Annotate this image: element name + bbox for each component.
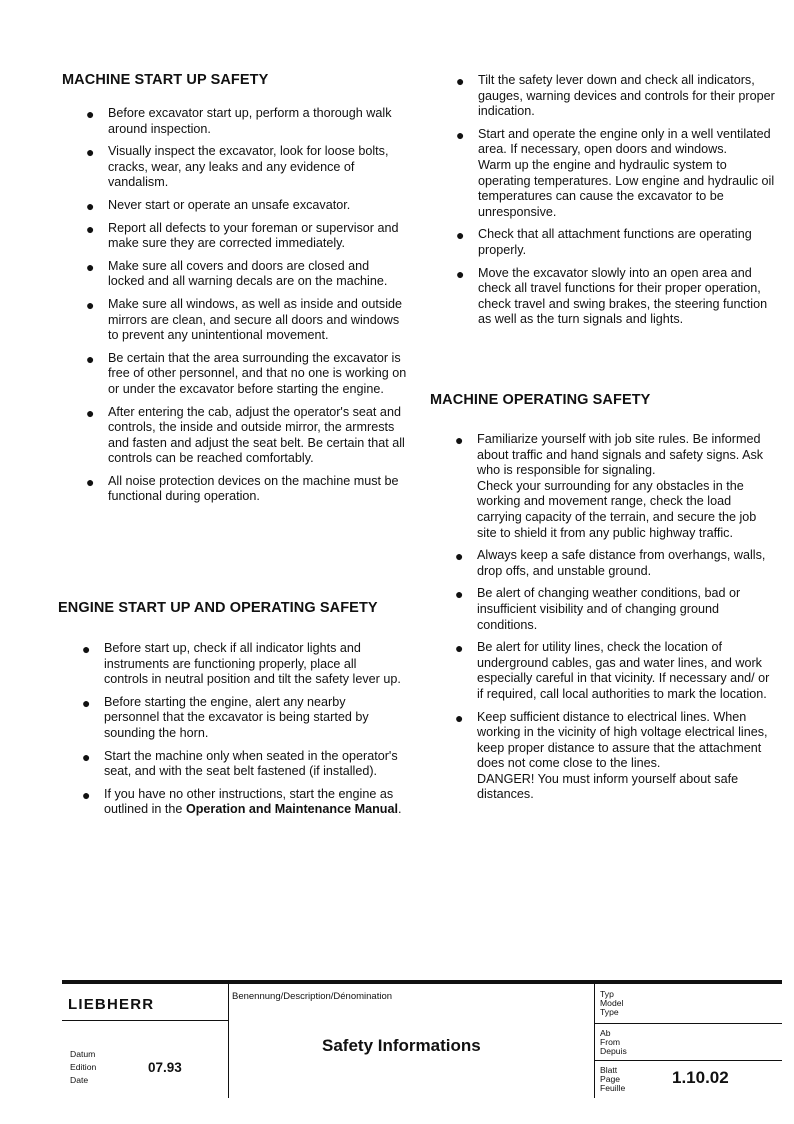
blatt-label: Blatt [600, 1065, 618, 1075]
edition-label: Edition [70, 1062, 97, 1072]
list-item: ● Familiarize yourself with job site rules. Be informed about traffic and hand signals and safety signs. Ask who is responsible for signaling. Check your surrounding for any obstacles in the working and movement range, check the load carrying capacity of the terrain, and secure the job site to shield it from any public highway traffic. [455, 432, 764, 540]
machine-operating-list [455, 432, 777, 810]
bullet-icon: ● [86, 258, 95, 275]
bullet-icon: ● [86, 296, 95, 313]
bullet-icon: ● [86, 144, 95, 161]
list-item: ● Make sure all covers and doors are closed and locked and all warning decals are on the machine. [86, 258, 388, 289]
bullet-icon: ● [82, 748, 91, 765]
document-title: Safety Informations [322, 1036, 481, 1055]
datum-label: Datum [70, 1049, 96, 1059]
bullet-icon: ● [86, 106, 95, 122]
bullet-icon: ● [455, 548, 464, 565]
list-item: ● Never start or operate an unsafe excavator. [86, 197, 351, 214]
bullet-icon: ● [86, 404, 95, 421]
divider-line [594, 984, 595, 1098]
list-item: ● Be certain that the area surrounding the excavator is free of other personnel, and that no one is working on or under the excavator before starting the engine. [86, 350, 407, 396]
list-item: ● Tilt the safety lever down and check all indicators, gauges, warning devices and controls for their proper indication. [456, 73, 775, 119]
edition-value: 07.93 [148, 1060, 182, 1075]
bullet-icon: ● [86, 473, 95, 490]
from-label: From [600, 1037, 621, 1047]
list-item: ● Be alert for utility lines, check the location of underground cables, gas and water lines, and work especially careful in that vicinity. If necessary and/ or if required, call local authorities to mark the location. [455, 640, 770, 701]
list-item: ● Before starting the engine, alert any nearby personnel that the excavator is being started by sounding the horn. [82, 694, 369, 740]
list-item: ● Always keep a safe distance from overhangs, walls, drop offs, and unstable ground. [455, 548, 766, 578]
bullet-icon: ● [82, 694, 91, 711]
liebherr-logo: LIEBHERR [68, 996, 155, 1013]
list-item: ● Move the excavator slowly into an open area and check all travel functions for their proper operation, check travel and swing brakes, the steering function as well as the turn signals and lights. [456, 265, 768, 327]
list-item: ● Make sure all windows, as well as inside and outside mirrors are clean, and secure all doors and windows to prevent any unintentional movement. [86, 296, 403, 343]
list-item: ● Before start up, check if all indicator lights and instruments are functioning properly, place all controls in neutral position and tilt the safety lever up. [82, 641, 401, 687]
machine-start-up-list [86, 106, 408, 512]
title-block [62, 980, 782, 1098]
list-item: ● Keep sufficient distance to electrical lines. When working in the vicinity of high voltage electrical lines, keep proper distance to assure that the attachment does not come close to the lines. DANGER! You must inform yourself about safe distances. [455, 709, 768, 802]
bullet-icon: ● [82, 786, 91, 803]
divider-line [228, 984, 229, 1098]
bullet-icon: ● [455, 432, 464, 448]
section-title-engine-start-up: ENGINE START UP AND OPERATING SAFETY [58, 600, 378, 616]
section-title-machine-operating: MACHINE OPERATING SAFETY [430, 392, 651, 408]
divider-line [62, 1020, 228, 1021]
list-item: ● Check that all attachment functions are operating properly. [456, 227, 752, 257]
bullet-icon: ● [86, 220, 95, 237]
model-label: Model [600, 998, 624, 1008]
bullet-icon: ● [455, 640, 464, 657]
list-item: ● If you have no other instructions, start the engine as outlined in the Operation and Maintenance Manual. [82, 786, 402, 817]
list-item: ● Start the machine only when seated in the operator's seat, and with the seat belt fastened (if installed). [82, 748, 398, 779]
divider-line [594, 1023, 782, 1024]
feuille-label: Feuille [600, 1083, 626, 1093]
list-item: ● All noise protection devices on the machine must be functional during operation. [86, 473, 399, 504]
bullet-icon: ● [456, 265, 465, 282]
bullet-icon: ● [86, 350, 95, 367]
machine-start-up-continued-list [456, 73, 778, 335]
bullet-icon: ● [456, 73, 465, 89]
bullet-icon: ● [455, 709, 464, 726]
ab-label: Ab [600, 1028, 611, 1038]
typ-label: Typ [600, 989, 614, 999]
list-item: ● Visually inspect the excavator, look for loose bolts, cracks, wear, any leaks and any evidence of vandalism. [86, 144, 389, 190]
bullet-icon: ● [82, 641, 91, 657]
bullet-icon: ● [455, 586, 464, 603]
list-item: ● Be alert of changing weather conditions, bad or insufficient visibility and of changing ground conditions. [455, 586, 741, 632]
type-label: Type [600, 1007, 619, 1017]
page-label: Page [600, 1074, 621, 1084]
engine-start-up-list [82, 641, 404, 825]
title-block-top-rule [62, 980, 782, 984]
divider-line [594, 1060, 782, 1061]
depuis-label: Depuis [600, 1046, 627, 1056]
bullet-icon: ● [456, 227, 465, 244]
section-title-machine-start-up: MACHINE START UP SAFETY [62, 72, 269, 88]
description-label: Benennung/Description/Dénomination [232, 991, 393, 1002]
list-item: ● After entering the cab, adjust the operator's seat and controls, the inside and outside mirror, the armrests and fasten and adjust the seat belt. Be certain that all controls can be reached comfortably. [86, 404, 405, 466]
list-item: ● Before excavator start up, perform a thorough walk around inspection. [86, 106, 392, 136]
date-label: Date [70, 1075, 89, 1085]
page-number: 1.10.02 [672, 1068, 729, 1087]
list-item: ● Start and operate the engine only in a well ventilated area. If necessary, open doors and windows. Warm up the engine and hydraulic system to operating temperatures. Low engine and hydraulic oil temperatures can cause the excavator to be unresponsive. [456, 126, 775, 219]
bullet-icon: ● [86, 197, 95, 214]
list-item: ● Report all defects to your foreman or supervisor and make sure they are corrected immediately. [86, 220, 399, 251]
bullet-icon: ● [456, 126, 465, 143]
